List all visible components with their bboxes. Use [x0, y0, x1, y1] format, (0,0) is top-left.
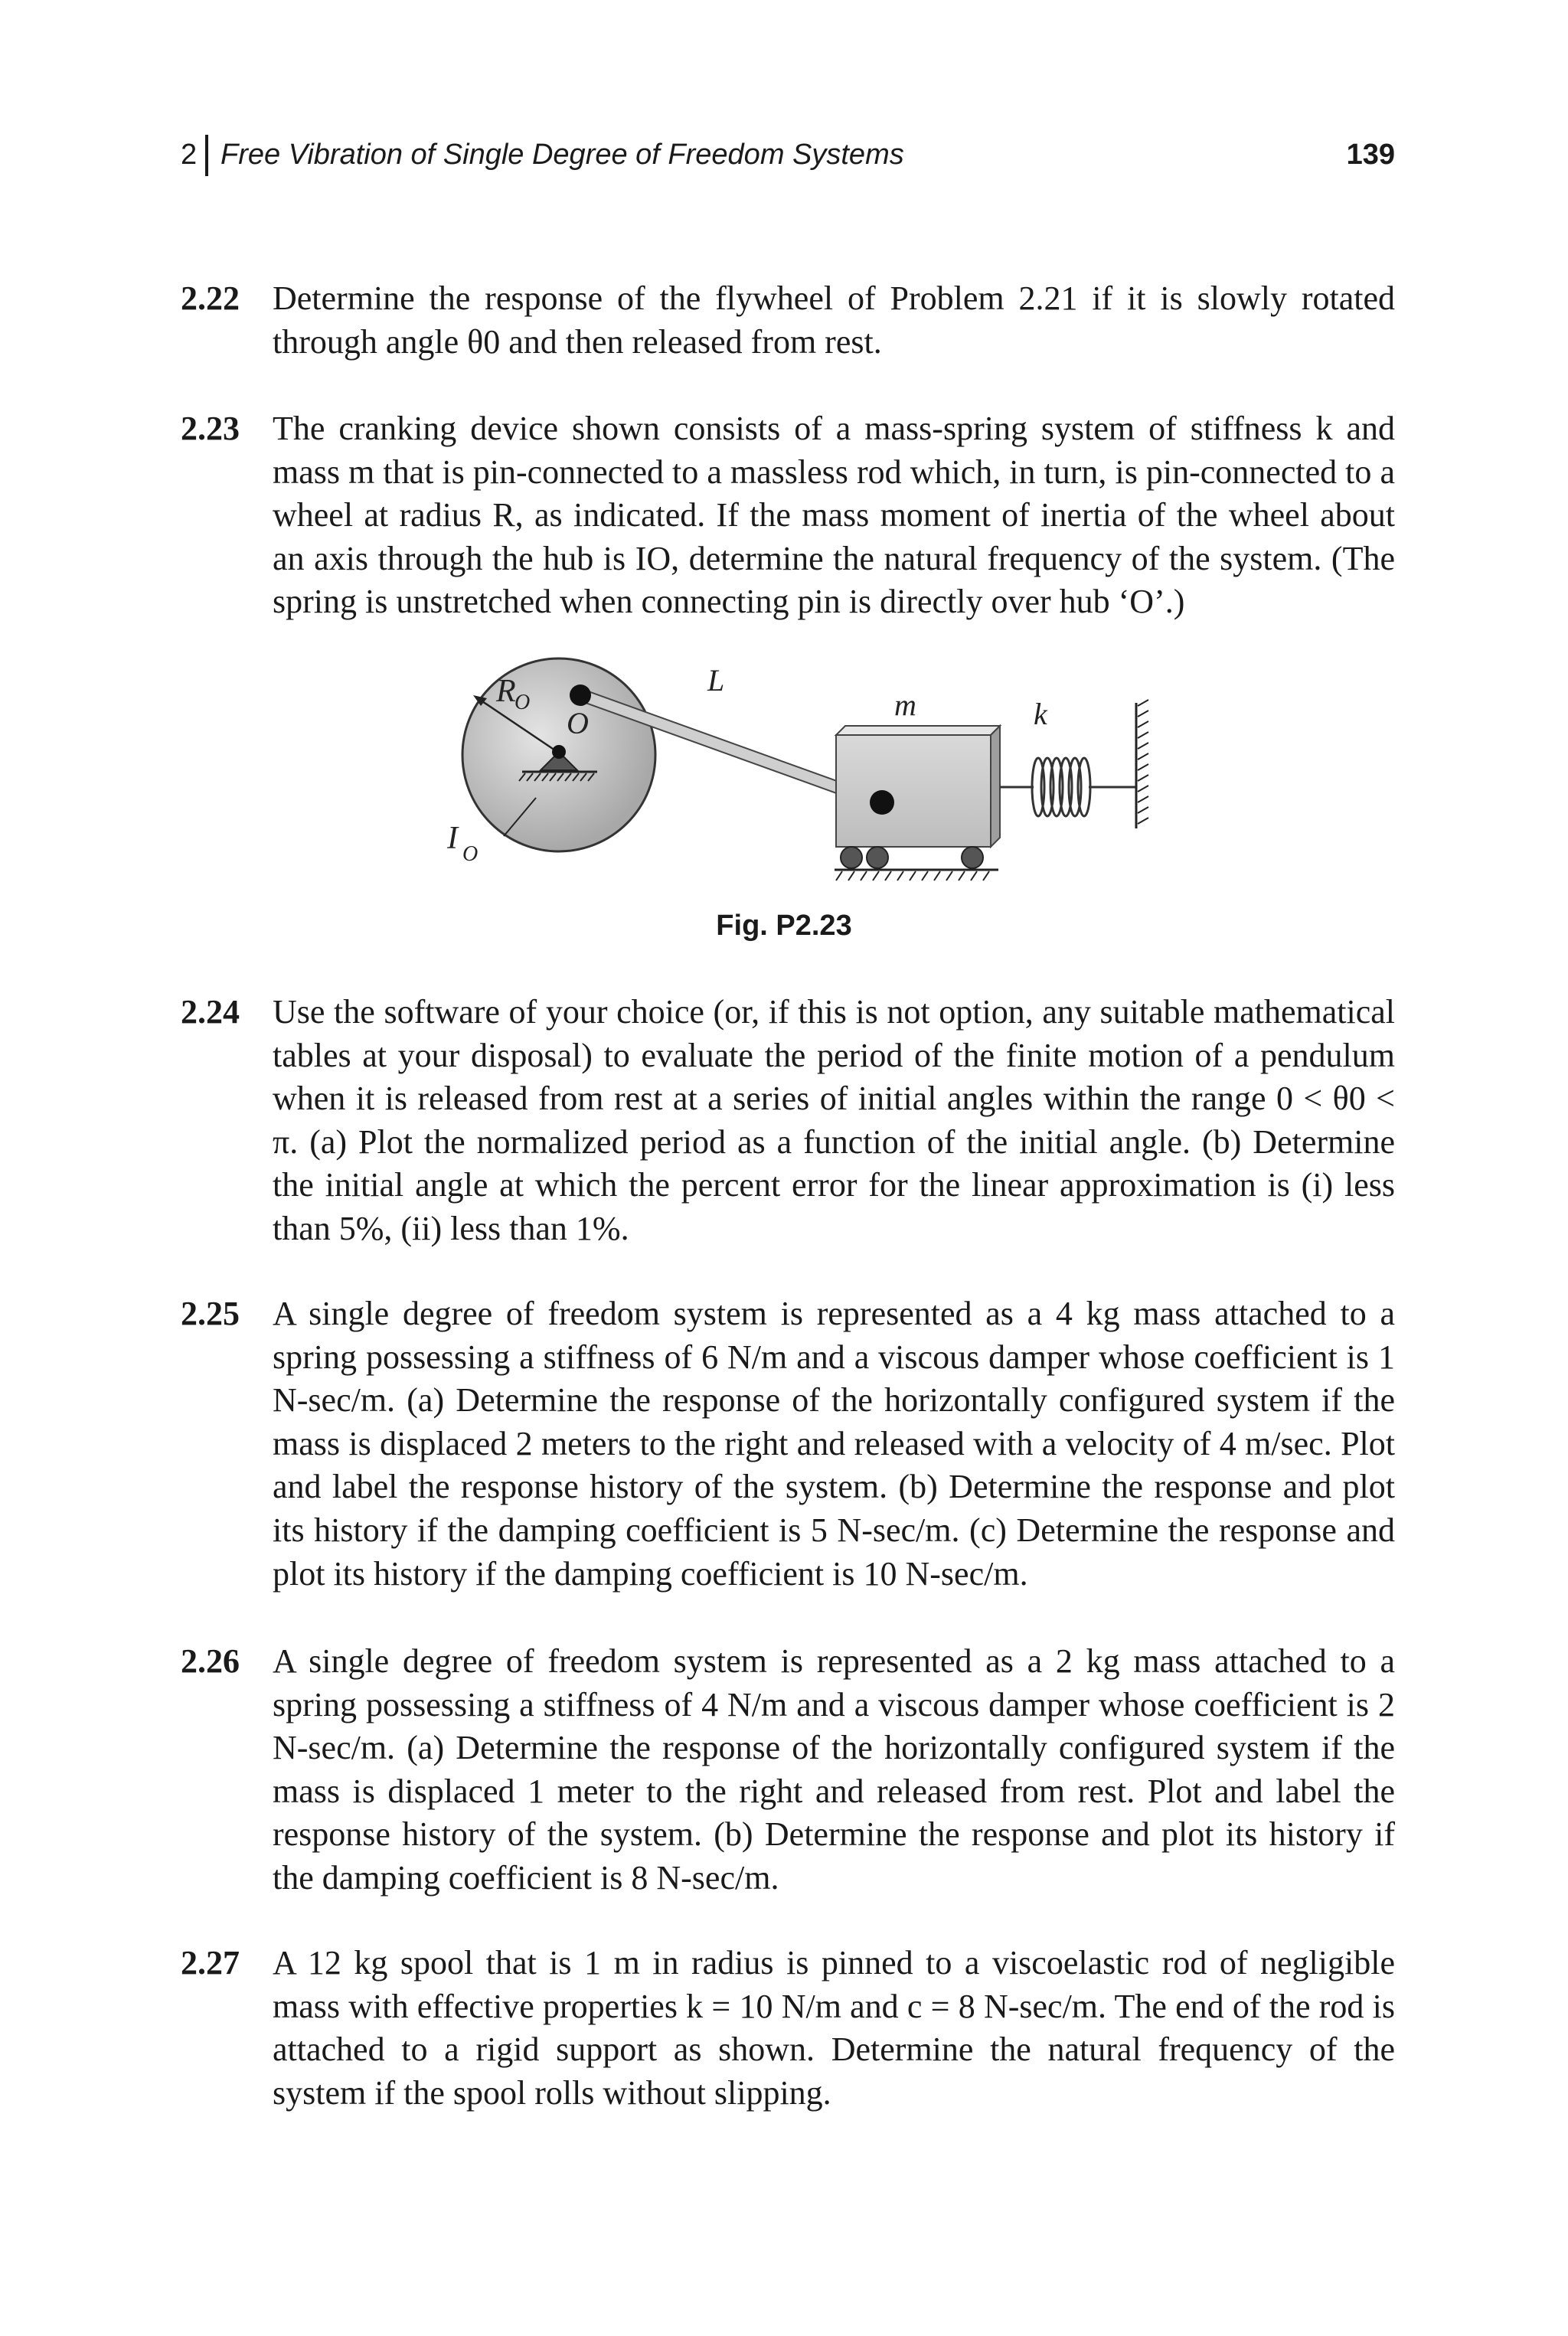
mass-block: [836, 735, 991, 847]
label-m: m: [894, 688, 916, 722]
problem-text: A single degree of freedom system is represented as a 4 kg mass attached to a spring possessing a stiffness of 6 N/m and a viscous damper whose coefficient is 1 N-sec/m. (a) Determine the response of the horizontally configured system if the mass is displaced 2 meters to the right and released with a velocity of 4 m/sec. Plot and label the response history of the system. (b) Determine the response and plot its history if the damping coefficient is 5 N-sec/m. (c) Determine the response and plot its history if the damping coefficient is 10 N-sec/m.: [273, 1295, 1395, 1593]
block-wheel: [867, 847, 888, 868]
wall-hatch: [1138, 700, 1148, 824]
problem-2-22: [181, 277, 1395, 364]
problem-text: The cranking device shown consists of a mass-spring system of stiffness k and mass m that is pin-connected to a massless rod which, in turn, is pin-connected to a wheel at radius R, as indicated. If the mass moment of inertia of the wheel about an axis through the hub is IO, determine the natural frequency of the system. (The spring is unstretched when connecting pin is directly over hub ‘O’.): [273, 410, 1395, 621]
label-r-sub: O: [514, 691, 531, 714]
wheel-pin: [570, 684, 591, 706]
page-number: 139: [1346, 139, 1395, 171]
floor-hatch: [836, 871, 989, 880]
problem-2-25: [181, 1292, 1395, 1596]
problem-number: 2.24: [181, 993, 240, 1031]
block-wheel: [841, 847, 862, 868]
problem-text: A 12 kg spool that is 1 m in radius is pinned to a viscoelastic rod of negligible mass with effective properties k = 10 N/m and c = 8 N-sec/m. The end of the rod is attached to a rigid support as shown. Determine the natural frequency of the system if the spool rolls without slipping.: [273, 1944, 1395, 2112]
block-pin: [870, 790, 894, 815]
problem-text: Use the software of your choice (or, if this is not option, any suitable mathematical tables at your disposal) to evaluate the period of the finite motion of a pendulum when it is released from rest at a series of initial angles within the range 0 < θ0 < π. (a) Plot the normalized period as a function of the initial angle. (b) Determine the initial angle at which the percent error for the linear approximation is (i) less than 5%, (ii) less than 1%.: [273, 993, 1395, 1247]
chapter-number: 2: [181, 139, 198, 171]
problem-2-24: [181, 991, 1395, 1251]
label-r: R: [496, 674, 516, 709]
chapter-title: Free Vibration of Single Degree of Freedom Systems: [220, 139, 904, 171]
figure-p2-23: [429, 655, 1164, 885]
spring: [1032, 758, 1090, 816]
label-i-sub: O: [462, 842, 479, 866]
label-k: k: [1034, 697, 1047, 731]
problem-number: 2.25: [181, 1295, 240, 1332]
problem-2-23: [181, 407, 1395, 624]
block-wheel: [962, 847, 983, 868]
problem-text: Determine the response of the flywheel of Problem 2.21 if it is slowly rotated through angle θ0 and then released from rest.: [273, 279, 1395, 361]
hub-pin: [552, 745, 566, 759]
running-header: [181, 132, 1395, 178]
label-o: O: [567, 706, 589, 740]
problem-number: 2.23: [181, 410, 240, 447]
label-i: I: [447, 821, 458, 856]
header-divider: [205, 135, 208, 176]
problem-2-27: [181, 1942, 1395, 2115]
mass-block-side: [991, 726, 1000, 847]
problem-number: 2.27: [181, 1944, 240, 1982]
mass-block-top: [836, 726, 1000, 735]
label-l: L: [707, 663, 725, 698]
figure-caption: Fig. P2.23: [716, 910, 852, 942]
problem-2-26: [181, 1640, 1395, 1900]
problem-number: 2.26: [181, 1642, 240, 1680]
problem-number: 2.22: [181, 279, 240, 317]
problem-text: A single degree of freedom system is represented as a 2 kg mass attached to a spring possessing a stiffness of 4 N/m and a viscous damper whose coefficient is 2 N-sec/m. (a) Determine the response of the horizontally configured system if the mass is displaced 1 meter to the right and released from rest. Plot and label the response history of the system. (b) Determine the response and plot its history if the damping coefficient is 8 N-sec/m.: [273, 1642, 1395, 1897]
